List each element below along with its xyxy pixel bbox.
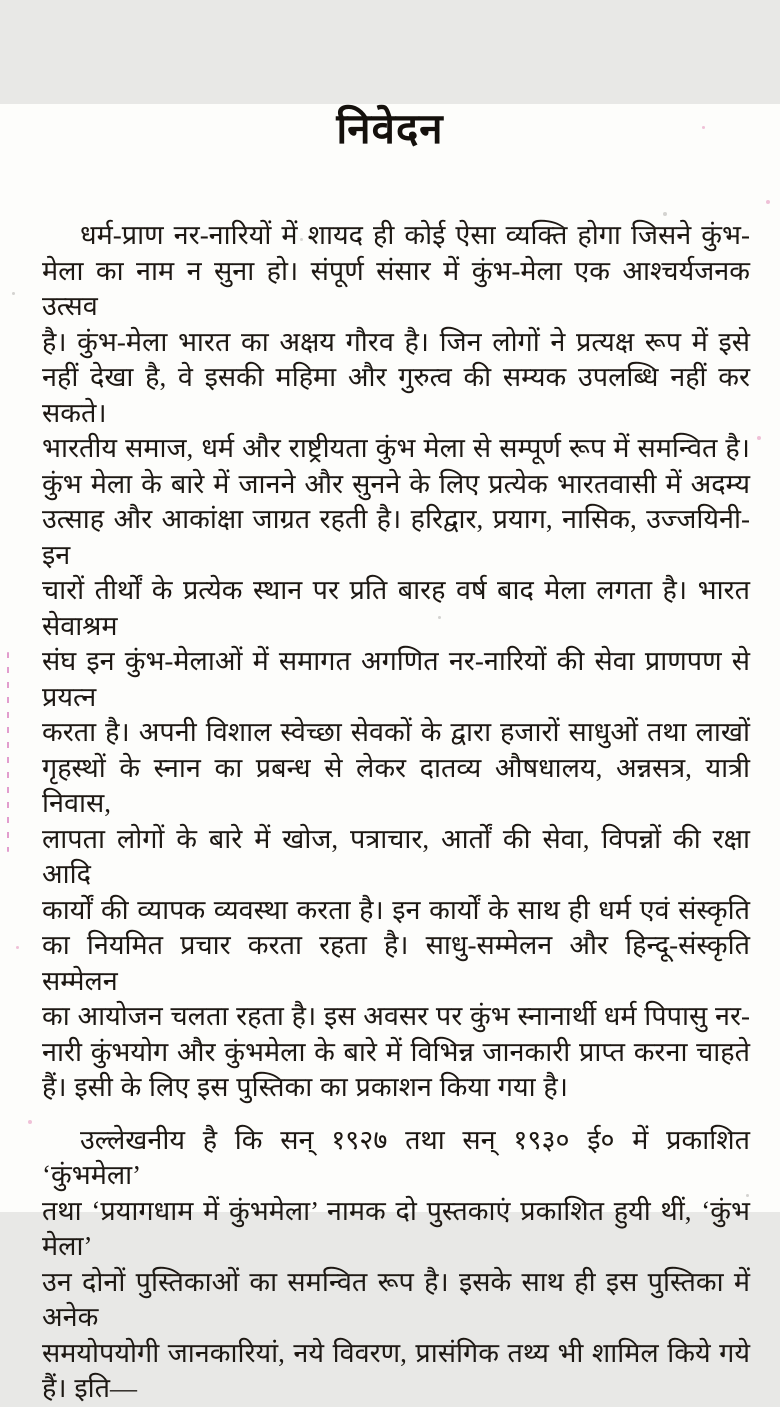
text-line: भारतीय समाज, धर्म और राष्ट्रीयता कुंभ मेला से सम्पूर्ण रूप में समन्वित है। [42,433,750,463]
paragraph [42,1123,750,1407]
text-line: समयोपयोगी जानकारियां, नये विवरण, प्रासंगिक तथ्य भी शामिल किये गये [42,1337,750,1368]
scan-speck [766,200,770,204]
scan-page [0,104,780,1403]
text-line: का नियमित प्रचार करता रहता है। साधु-सम्मेलन और हिन्दू-संस्कृति सम्मेलन [42,930,750,996]
text-line: उत्साह और आकांक्षा जाग्रत रहती है। हरिद्वार, प्रयाग, नासिक, उज्जयिनी-इन [42,504,750,570]
scan-edge-line [7,652,9,852]
text-line: उल्लेखनीय है कि सन् १९२७ तथा सन् १९३० ई० में प्रकाशित ‘कुंभमेला’ [42,1124,750,1190]
text-line: कार्यों की व्यापक व्यवस्था करता है। इन कार्यों के साथ ही धर्म एवं संस्कृति [42,894,750,925]
text-line: उन दोनों पुस्तिकाओं का समन्वित रूप है। इसके साथ ही इस पुस्तिका में अनेक [42,1266,750,1332]
text-line: का आयोजन चलता रहता है। इस अवसर पर कुंभ स्नानार्थी धर्म पिपासु नर- [42,1001,750,1031]
paragraph [42,218,750,1106]
text-line: नारी कुंभयोग और कुंभमेला के बारे में विभिन्न जानकारी प्राप्त करना चाहते [42,1036,750,1067]
page-title: निवेदन [336,107,444,153]
text-line: है। कुंभ-मेला भारत का अक्षय गौरव है। जिन लोगों ने प्रत्यक्ष रूप में इसे [42,326,750,357]
scan-speck [663,212,667,216]
text-line: हैं। इसी के लिए इस पुस्तिका का प्रकाशन किया गया है। [42,1072,568,1102]
preface-text [0,218,780,1407]
text-line: करता है। अपनी विशाल स्वेच्छा सेवकों के द्वारा हजारों साधुओं तथा लाखों [42,717,750,747]
text-line: नहीं देखा है, वे इसकी महिमा और गुरुत्व की सम्यक उपलब्धि नहीं कर सकते। [42,362,750,428]
text-line: धर्म-प्राण नर-नारियों में शायद ही कोई ऐसा व्यक्ति होगा जिसने कुंभ- [80,220,750,250]
text-line: चारों तीर्थों के प्रत्येक स्थान पर प्रति बारह वर्ष बाद मेला लगता है। भारत सेवाश्रम [42,575,750,641]
text-line: गृहस्थों के स्नान का प्रबन्ध से लेकर दातव्य औषधालय, अन्नसत्र, यात्री निवास, [42,752,750,818]
text-line: हैं। इति— [42,1373,137,1403]
text-line: कुंभ मेला के बारे में जानने और सुनने के लिए प्रत्येक भारतवासी में अदम्य [42,468,750,499]
text-line: लापता लोगों के बारे में खोज, पत्राचार, आर्तों की सेवा, विपन्नों की रक्षा आदि [42,823,750,889]
text-line: संघ इन कुंभ-मेलाओं में समागत अगणित नर-नारियों की सेवा प्राणपण से प्रयत्न [42,646,750,712]
text-line: मेला का नाम न सुना हो। संपूर्ण संसार में कुंभ-मेला एक आश्चर्यजनक उत्सव [42,255,750,321]
text-line: तथा ‘प्रयागधाम में कुंभमेला’ नामक दो पुस्तकाएं प्रकाशित हुयी थीं, ‘कुंभ मेला’ [42,1195,750,1261]
